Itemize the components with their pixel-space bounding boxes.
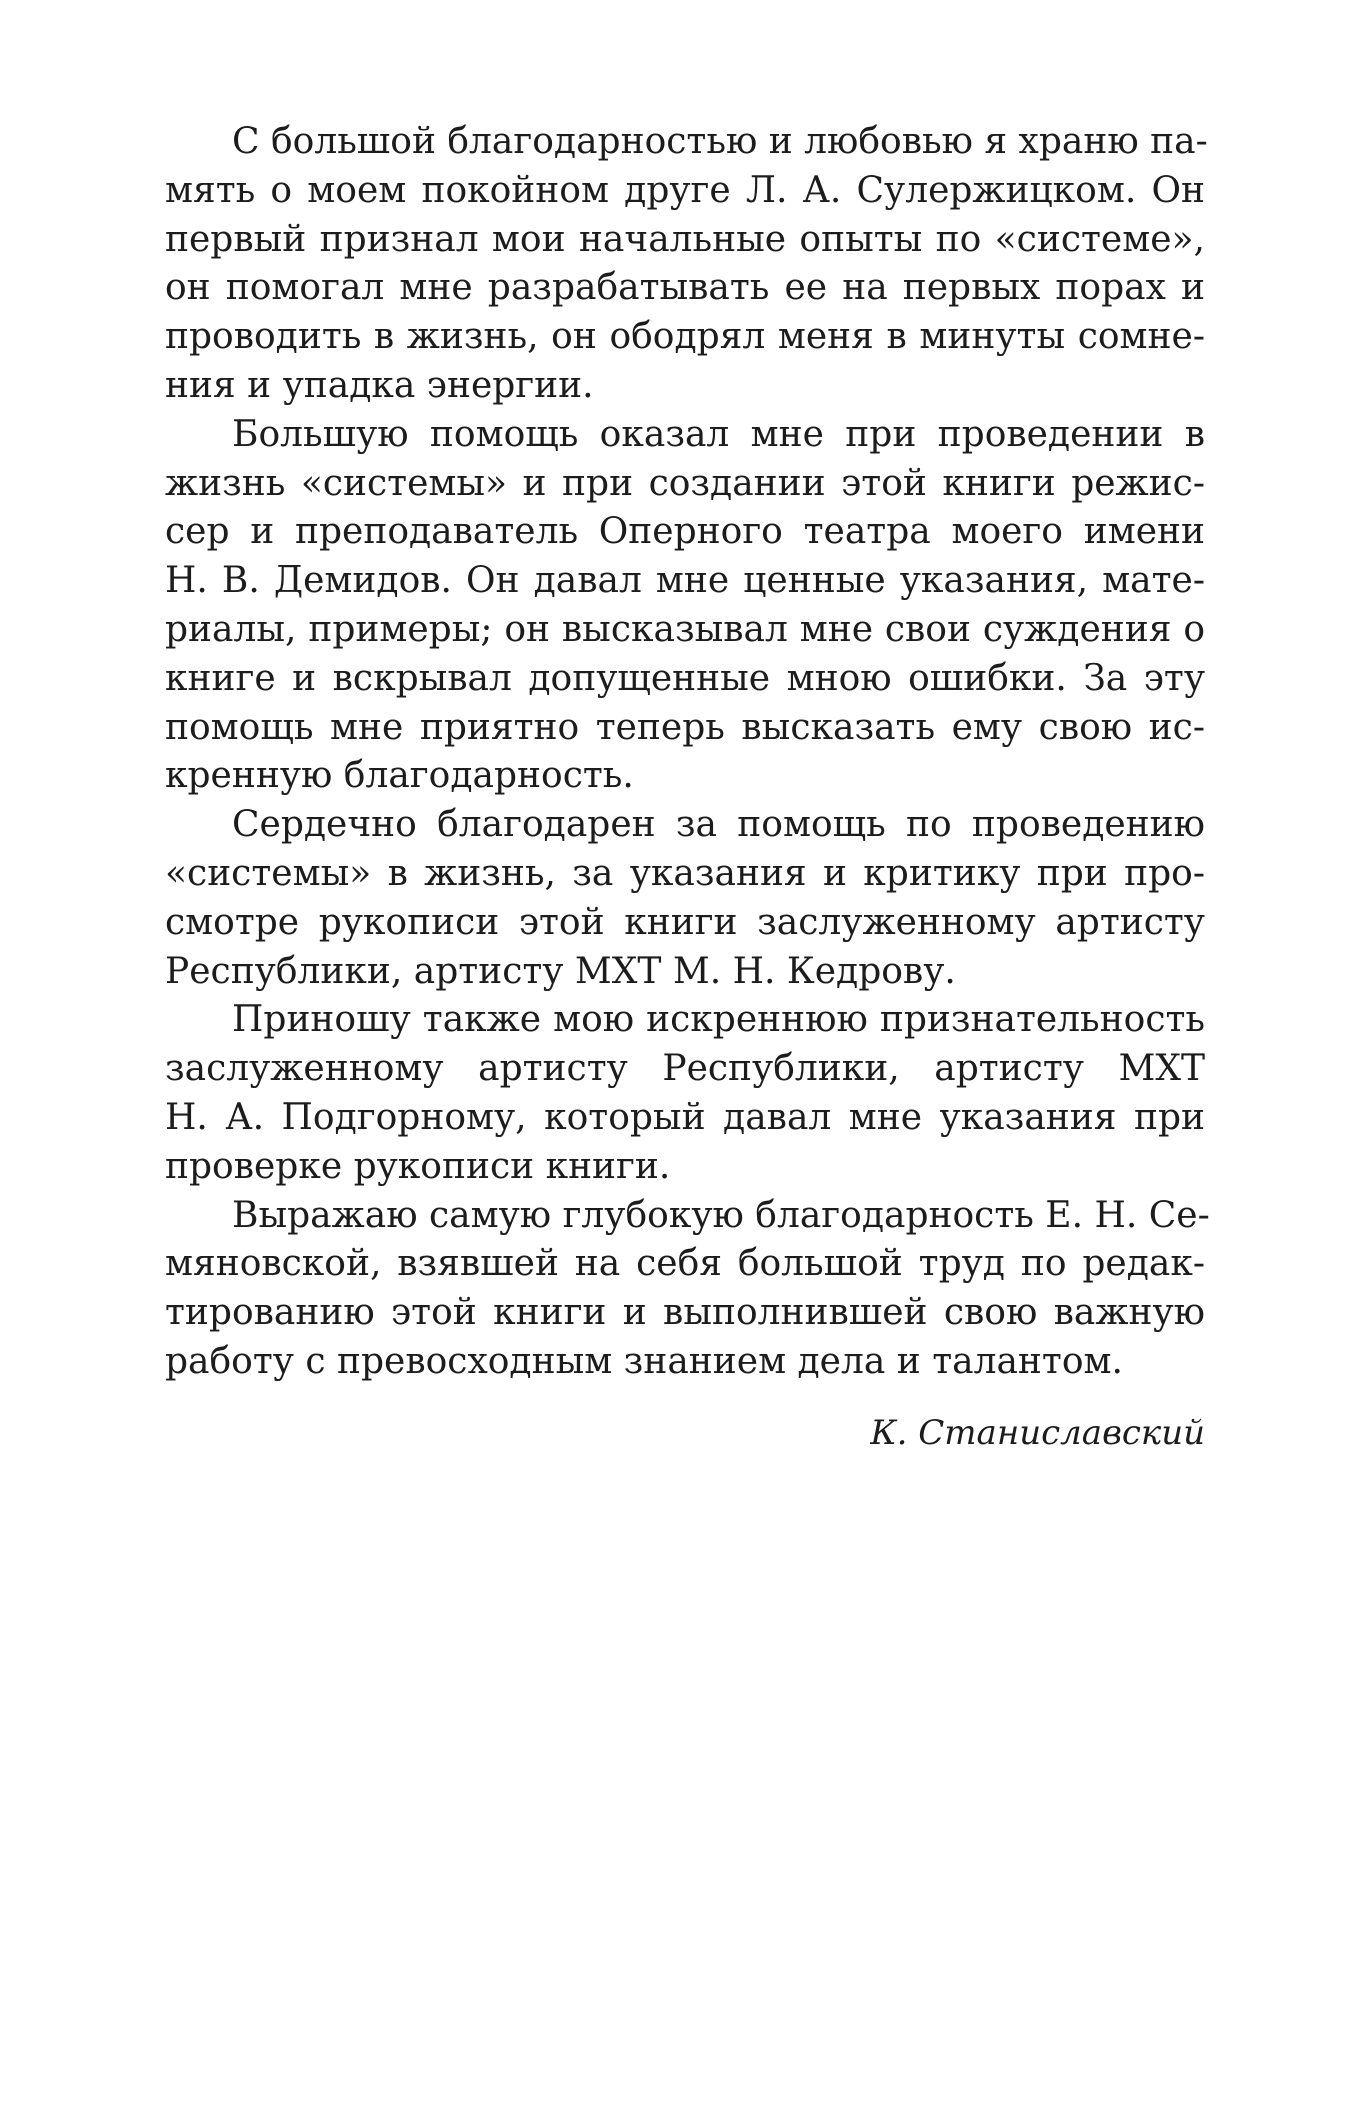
text-line: Приношу также мою искреннюю признательность — [232, 999, 1205, 1041]
text-line: сер и преподаватель Оперного театра моего имени — [165, 511, 1205, 553]
text-line: «системы» в жизнь, за указания и критику при про- — [165, 852, 1205, 894]
text-line: помощь мне приятно теперь высказать ему свою ис- — [165, 706, 1205, 748]
text-line: первый признал мои начальные опыты по «системе», — [165, 218, 1205, 260]
text-line: Н. В. Демидов. Он давал мне ценные указания, мате- — [165, 560, 1205, 602]
text-line: Выражаю самую глубокую благодарность Е. Н. Се- — [232, 1194, 1210, 1236]
text-line: риалы, примеры; он высказывал мне свои суждения о — [165, 608, 1205, 650]
text-line: Большую помощь оказал мне при проведении в — [232, 413, 1205, 455]
text-line: работу с превосходным знанием дела и талантом. — [165, 1340, 1123, 1382]
paragraph-1 — [165, 118, 1208, 411]
text-line: тированию этой книги и выполнившей свою важную — [165, 1292, 1205, 1334]
text-line: кренную благодарность. — [165, 755, 634, 797]
text-line: Н. А. Подгорному, который давал мне указания при — [165, 1096, 1205, 1138]
text-line: С большой благодарностью и любовью я храню па- — [232, 121, 1208, 162]
paragraph-3 — [165, 801, 1205, 996]
text-line: мяновской, взявшей на себя большой труд по редак- — [165, 1243, 1205, 1285]
text-line: ния и упадка энергии. — [165, 364, 594, 406]
text-line: книге и вскрывал допущенные мною ошибки. За эту — [165, 657, 1205, 699]
text-line: мять о моем покойном друге Л. А. Сулержицком. Он — [165, 169, 1205, 211]
text-line: Сердечно благодарен за помощь по проведению — [232, 804, 1205, 846]
author-signature: К. Станиславский — [870, 1413, 1205, 1453]
paragraph-4 — [165, 996, 1205, 1191]
paragraph-2 — [165, 411, 1205, 801]
text-line: проводить в жизнь, он ободрял меня в минуты сомне- — [165, 316, 1205, 358]
text-line: жизнь «системы» и при создании этой книги режис- — [165, 462, 1205, 504]
text-line: проверке рукописи книги. — [165, 1145, 671, 1187]
acknowledgements-text — [165, 118, 1210, 1387]
text-line: смотре рукописи этой книги заслуженному артисту — [165, 901, 1205, 943]
paragraph-5 — [165, 1192, 1210, 1387]
text-line: заслуженному артисту Республики, артисту МХТ — [165, 1048, 1205, 1090]
text-line: он помогал мне разрабатывать ее на первых порах и — [165, 267, 1205, 309]
text-line: Республики, артисту МХТ М. Н. Кедрову. — [165, 950, 956, 992]
